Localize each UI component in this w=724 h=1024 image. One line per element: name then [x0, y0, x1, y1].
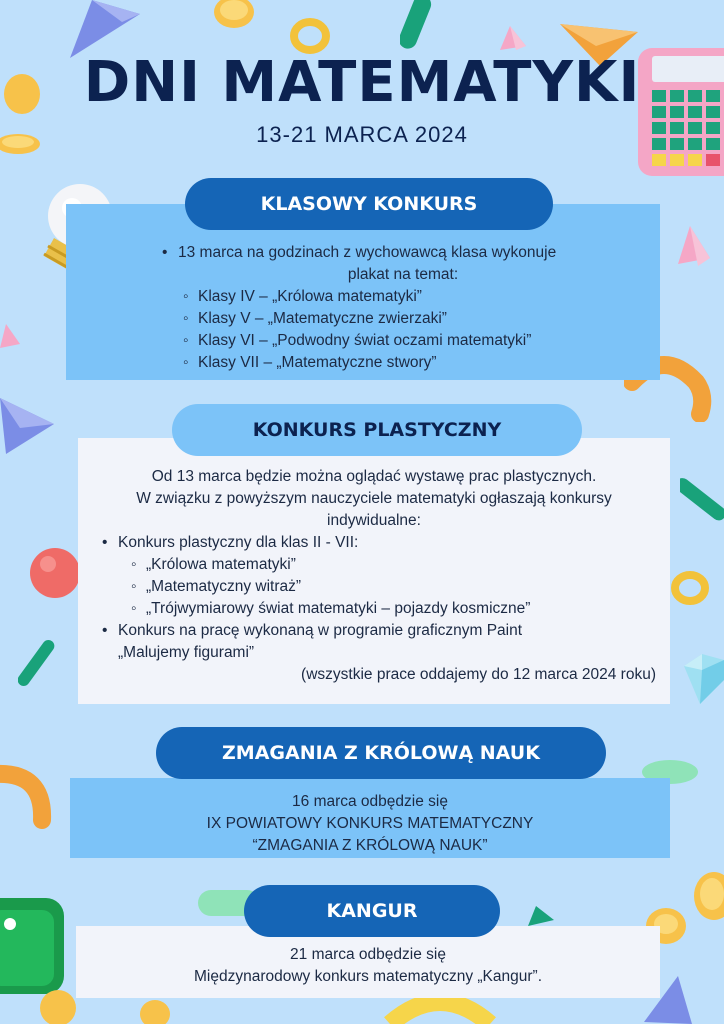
cylinder-icon: [18, 640, 58, 686]
coin-icon: [690, 870, 724, 930]
list-item: ◦ Klasy V – „Matematyczne zwierzaki”: [198, 308, 660, 330]
section-klasowy-konkurs: [66, 204, 660, 380]
section-text: plakat na temat:: [347, 266, 459, 283]
section-text: 13 marca na godzinach z wychowawcą klasa wykonuje: [178, 244, 557, 261]
section-text: “ZMAGANIA Z KRÓLOWĄ NAUK”: [252, 837, 488, 854]
section-text: 16 marca odbędzie się: [292, 793, 448, 810]
pyramid-icon: [0, 320, 22, 350]
list-item: ◦ Klasy IV – „Królowa matematyki”: [198, 286, 660, 308]
section-heading: KLASOWY KONKURS: [185, 178, 553, 230]
section-text: IX POWIATOWY KONKURS MATEMATYCZNY: [206, 815, 534, 832]
list-item: ◦ „Matematyczny witraż”: [146, 576, 670, 598]
section-text: „Malujemy figurami”: [118, 644, 255, 661]
coin-icon: [138, 996, 172, 1024]
section-konkurs-plastyczny: [78, 438, 670, 704]
list-item: ◦ „Trójwymiarowy świat matematyki – pojazdy kosmiczne”: [146, 598, 670, 620]
list-item: • Konkurs na pracę wykonaną w programie graficznym Paint: [118, 620, 670, 642]
section-zmagania: [70, 778, 670, 858]
section-text: Od 13 marca będzie można oglądać wystawę prac plastycznych.: [151, 468, 597, 485]
arch-icon: [0, 764, 60, 844]
section-heading: KANGUR: [244, 885, 500, 937]
calculator-icon: [0, 884, 76, 994]
date-range: 13-21 MARCA 2024: [256, 122, 468, 147]
pyramid-icon: [496, 24, 528, 52]
section-text: W związku z powyższym nauczyciele matematyki ogłaszają konkursy: [136, 490, 612, 507]
section-text: Międzynarodowy konkurs matematyczny „Kangur”.: [193, 968, 543, 985]
ring-icon: [670, 570, 710, 606]
section-heading: ZMAGANIA Z KRÓLOWĄ NAUK: [156, 727, 606, 779]
diamond-icon: [680, 650, 724, 708]
pyramid-icon: [676, 224, 712, 268]
coin-icon: [212, 0, 256, 30]
ball-icon: [28, 546, 82, 600]
ring-icon: [290, 18, 330, 54]
section-text: indywidualne:: [327, 512, 421, 529]
section-text: 21 marca odbędzie się: [290, 946, 446, 963]
list-item: ◦ Klasy VI – „Podwodny świat oczami matematyki”: [198, 330, 660, 352]
section-heading: KONKURS PLASTYCZNY: [172, 404, 582, 456]
pyramid-icon: [526, 904, 556, 928]
list-item: ◦ „Królowa matematyki”: [146, 554, 670, 576]
coin-icon: [36, 986, 80, 1024]
list-item: ◦ Klasy VII – „Matematyczne stwory”: [198, 352, 660, 374]
deadline-note: (wszystkie prace oddajemy do 12 marca 2024 roku): [301, 666, 656, 683]
page-title: DNI MATEMATYKI: [83, 50, 641, 115]
cylinder-icon: [680, 474, 724, 522]
list-item: • Konkurs plastyczny dla klas II - VII:: [118, 532, 670, 554]
cylinder-icon: [400, 0, 444, 50]
cone-icon: [0, 394, 56, 456]
